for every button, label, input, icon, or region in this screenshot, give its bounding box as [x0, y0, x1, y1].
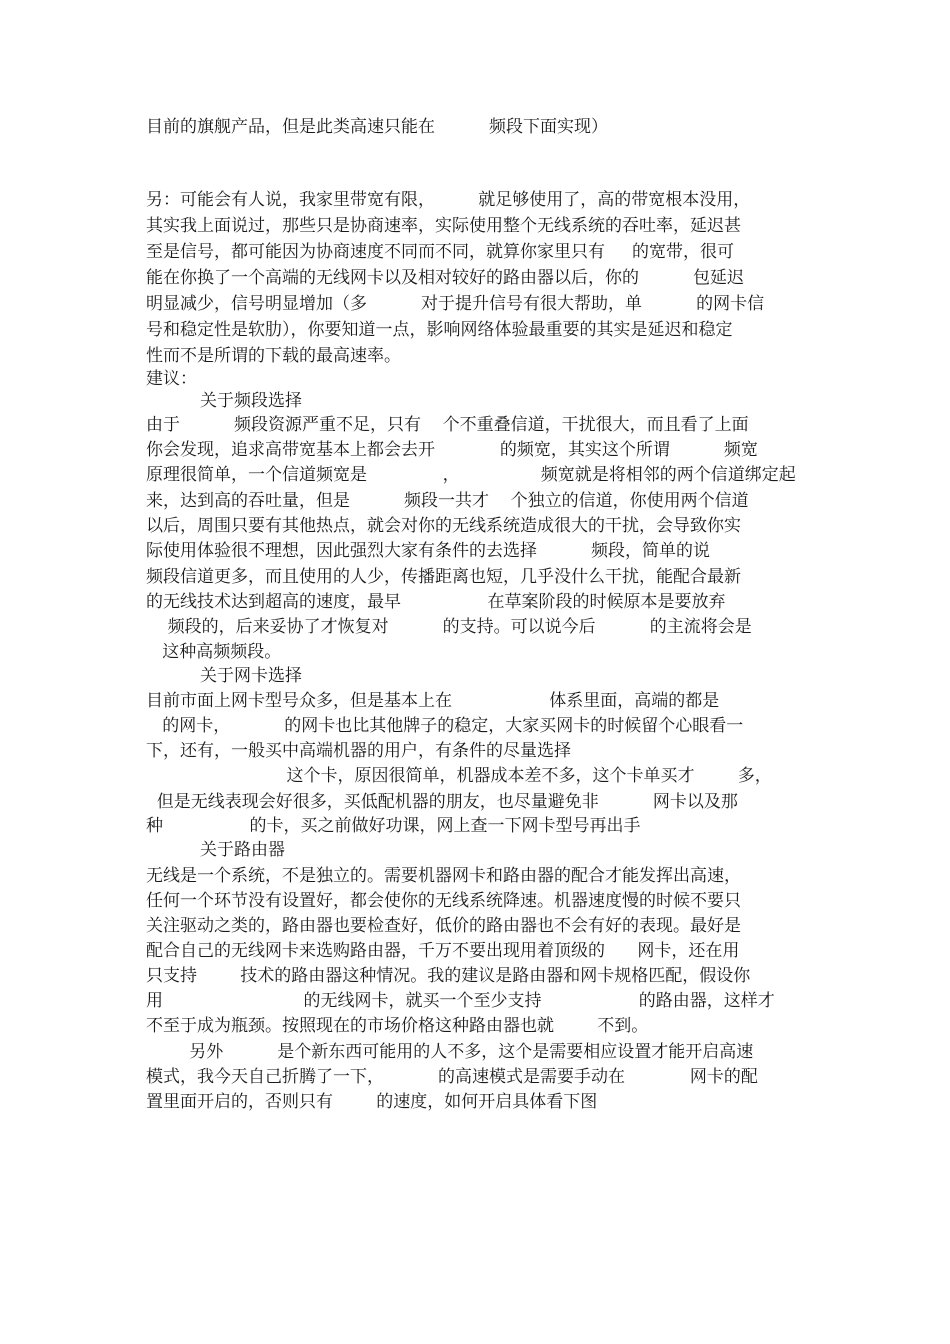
text-line: 性而不是所谓的下载的最高速率。: [146, 346, 401, 366]
text-line: 能在你换了一个高端的无线网卡以及相对较好的路由器以后，你的 包延迟: [146, 268, 745, 288]
text-line: 至是信号，都可能因为协商速度不同而不同，就算你家里只有 的宽带，很可: [146, 242, 735, 262]
text-line: 模式，我今天自己折腾了一下， 的高速模式是需要手动在 网卡的配: [146, 1067, 758, 1087]
text-line: 下，还有，一般买中高端机器的用户，有条件的尽量选择: [146, 741, 571, 761]
text-line: 无线是一个系统，不是独立的。需要机器网卡和路由器的配合才能发挥出高速，: [146, 866, 741, 886]
text-line: 频段信道更多，而且使用的人少，传播距离也短，几乎没什么干扰，能配合最新: [146, 567, 741, 587]
text-line: 不至于成为瓶颈。按照现在的市场价格这种路由器也就 不到。: [146, 1016, 649, 1036]
text-line: 这种高频频段。: [146, 642, 282, 662]
section-heading: 关于频段选择: [146, 391, 303, 411]
text-line: 际使用体验很不理想，因此强烈大家有条件的去选择 频段，简单的说: [146, 541, 711, 561]
text-line: 但是无线表现会好很多，买低配机器的朋友，也尽量避免非 网卡以及那: [146, 792, 738, 812]
text-line: 以后，周围只要有其他热点，就会对你的无线系统造成很大的干扰，会导致你实: [146, 516, 741, 536]
text-line: 这个卡，原因很简单，机器成本差不多，这个卡单买才 多，: [146, 766, 772, 786]
text-line: 其实我上面说过，那些只是协商速率，实际使用整个无线系统的吞吐率，延迟甚: [146, 216, 741, 236]
text-line: 只支持 技术的路由器这种情况。我的建议是路由器和网卡规格匹配，假设你: [146, 966, 751, 986]
text-line: 种 的卡，买之前做好功课，网上查一下网卡型号再出手: [146, 816, 641, 836]
text-line: 由于 频段资源严重不足，只有 个不重叠信道，干扰很大，而且看了上面: [146, 415, 749, 435]
text-line: 原理很简单，一个信道频宽是 ， 频宽就是将相邻的两个信道绑定起: [146, 465, 796, 485]
text-line: 你会发现，追求高带宽基本上都会去开 的频宽，其实这个所谓 频宽: [146, 440, 758, 460]
text-line: 关注驱动之类的，路由器也要检查好，低价的路由器也不会有好的表现。最好是: [146, 916, 741, 936]
text-line: 配合自己的无线网卡来选购路由器，千万不要出现用着顶级的 网卡，还在用: [146, 941, 740, 961]
section-heading: 关于网卡选择: [146, 666, 303, 686]
text-line: 目前市面上网卡型号众多，但是基本上在 体系里面，高端的都是: [146, 691, 720, 711]
text-line: 另：可能会有人说，我家里带宽有限， 就足够使用了，高的带宽根本没用，: [146, 190, 751, 210]
text-line: 频段的，后来妥协了才恢复对 的支持。可以说今后 的主流将会是: [146, 617, 752, 637]
text-line: 的无线技术达到超高的速度，最早 在草案阶段的时候原本是要放弃: [146, 592, 726, 612]
text-line: 用 的无线网卡，就买一个至少支持 的路由器，这样才: [146, 991, 775, 1011]
text-line: 置里面开启的，否则只有 的速度，如何开启具体看下图: [146, 1092, 598, 1112]
text-line: 另外 是个新东西可能用的人不多，这个是需要相应设置才能开启高速: [146, 1042, 754, 1062]
text-line: 建议：: [146, 369, 197, 389]
text-line: 任何一个环节没有设置好，都会使你的无线系统降速。机器速度慢的时候不要只: [146, 891, 741, 911]
text-line: 的网卡， 的网卡也比其他牌子的稳定，大家买网卡的时候留个心眼看一: [146, 716, 744, 736]
text-line: 号和稳定性是软肋），你要知道一点，影响网络体验最重要的其实是延迟和稳定: [146, 320, 733, 340]
section-heading: 关于路由器: [146, 840, 286, 860]
text-line: 目前的旗舰产品，但是此类高速只能在 频段下面实现）: [146, 117, 609, 137]
text-line: 来，达到高的吞吐量，但是 频段一共才 个独立的信道，你使用两个信道: [146, 491, 749, 511]
text-line: 明显减少，信号明显增加（多 对于提升信号有很大帮助，单 的网卡信: [146, 294, 765, 314]
